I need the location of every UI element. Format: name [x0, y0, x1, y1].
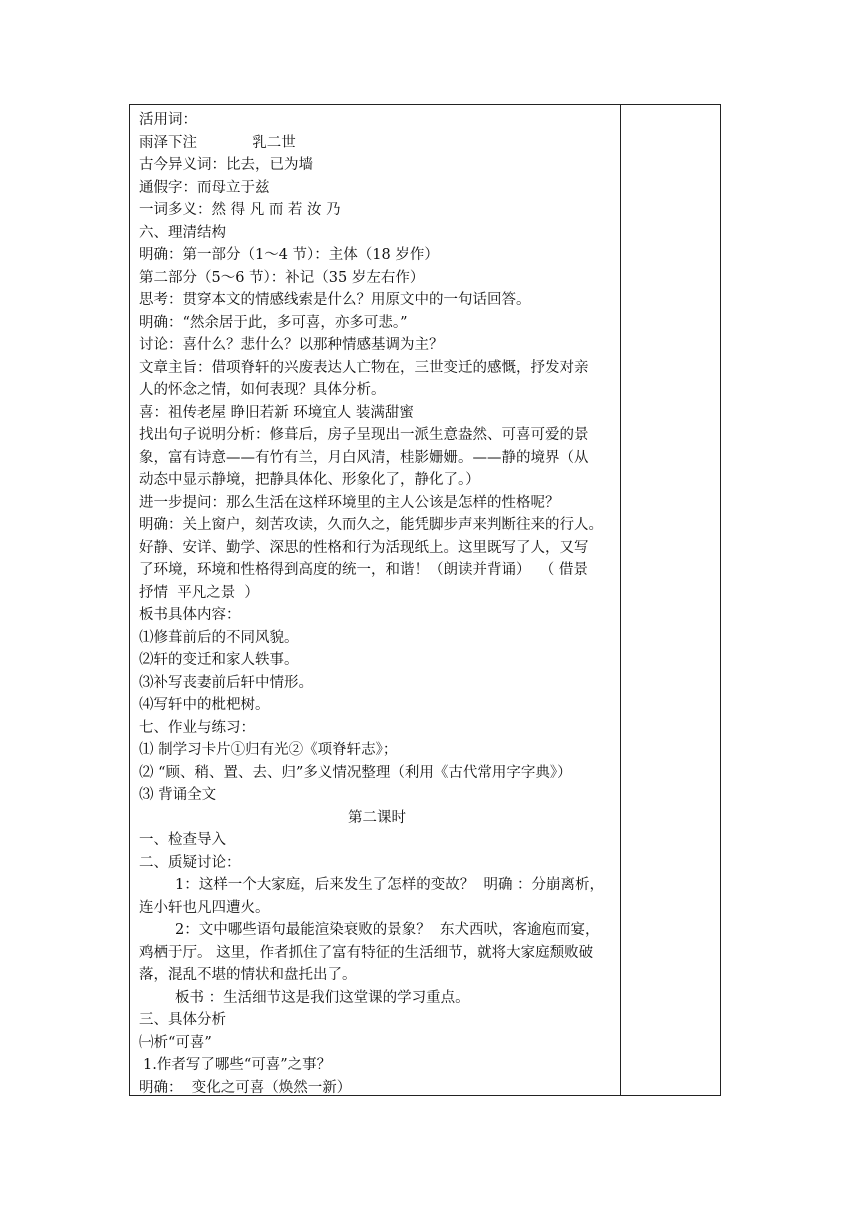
text-line: 落，混乱不堪的情状和盘托出了。: [139, 967, 357, 983]
text-line: ⑷写轩中的枇杷树。: [139, 697, 270, 713]
text-line: 文章主旨：借项脊轩的兴废表达人亡物在，三世变迁的感慨，抒发对亲: [139, 359, 589, 376]
text-line: 好静、安详、勤学、深思的性格和行为活现纸上。这里既写了人，又写: [139, 539, 589, 556]
text-line: 了环境，环境和性格得到高度的统一，和谐！（朗读并背诵） （ 借景: [139, 562, 588, 578]
text-line: 七、作业与练习：: [139, 719, 255, 736]
text-line: 动态中显示静境，把静具体化、形象化了，静化了。）: [139, 472, 480, 488]
text-line: ⑶ 背诵全文: [139, 787, 217, 803]
text-line: 雨泽下注 乳二世: [139, 134, 296, 151]
text-line: 二、质疑讨论：: [139, 854, 241, 871]
text-line: 鸡栖于厅。 这里，作者抓住了富有特征的生活细节，就将大家庭颓败破: [139, 944, 594, 961]
text-line: 明确：第一部分（1～4 节）：主体（18 岁作）: [139, 247, 439, 263]
text-line: 人的怀念之情，如何表现？具体分析。: [139, 382, 386, 398]
text-line: 连小轩也凡四遭火。: [139, 899, 270, 916]
text-line: 进一步提问：那么生活在这样环境里的主人公该是怎样的性格呢？: [139, 494, 560, 511]
text-line: 2：文中哪些语句最能渲染衰败的景象？ 东犬西吠，客逾庖而宴，: [175, 922, 600, 938]
text-line: 活用词：: [139, 112, 197, 128]
text-line: 1.作者写了哪些“可喜”之事？: [143, 1057, 332, 1073]
text-line: 板书具体内容：: [139, 607, 241, 623]
text-line: ⑴ 制学习卡片①归有光②《项脊轩志》；: [139, 742, 398, 758]
text-line: 一、检查导入: [139, 832, 226, 848]
text-line: ⑵轩的变迁和家人轶事。: [139, 652, 299, 668]
section-title: 第二课时: [348, 809, 406, 826]
text-line: 古今异义词：比去，已为墙: [139, 157, 313, 173]
text-line: 喜：祖传老屋 睁旧若新 环境宜人 装满甜蜜: [139, 404, 414, 421]
text-line: 板书 ：生活细节这是我们这堂课的学习重点。: [175, 989, 470, 1006]
text-line: 抒情 平凡之景 ）: [139, 584, 259, 601]
content-table: [129, 104, 721, 1096]
text-line: 第二部分（5～6 节）：补记（35 岁左右作）: [139, 269, 425, 286]
text-line: 三、具体分析: [139, 1012, 226, 1028]
text-line: 一词多义：然 得 凡 而 若 汝 乃: [139, 202, 341, 218]
text-line: 讨论：喜什么？悲什么？以那种情感基调为主？: [139, 337, 444, 353]
text-line: 通假字：而母立于兹: [139, 179, 270, 196]
text-line: 思考：贯穿本文的情感线索是什么？用原文中的一句话回答。: [139, 292, 531, 308]
text-line: 明确： 变化之可喜（焕然一新）: [139, 1079, 352, 1096]
text-line: 1：这样一个大家庭，后来发生了怎样的变故？ 明确 ：分崩离析，: [175, 877, 605, 893]
text-line: ㈠析“可喜”: [139, 1034, 212, 1051]
text-line: 明确：关上窗户，刻苦攻读，久而久之，能凭脚步声来判断往来的行人。: [139, 517, 603, 533]
text-line: 象，富有诗意——有竹有兰，月白风清，桂影姗姗。——静的境界（从: [139, 449, 589, 466]
text-line: 明确：“然余居于此，多可喜，亦多可悲。”: [139, 314, 408, 331]
text-line: 六、理清结构: [139, 224, 226, 241]
text-line: ⑶补写丧妻前后轩中情形。: [139, 674, 313, 691]
side-cell: [621, 105, 720, 1095]
text-line: 找出句子说明分析：修葺后，房子呈现出一派生意盎然、可喜可爱的景: [139, 427, 589, 443]
text-line: ⑴修葺前后的不同风貌。: [139, 629, 299, 646]
main-cell: [139, 109, 615, 1099]
text-line: ⑵ “顾、稍、置、去、归”多义情况整理（利用《古代常用字字典》）: [139, 764, 572, 781]
